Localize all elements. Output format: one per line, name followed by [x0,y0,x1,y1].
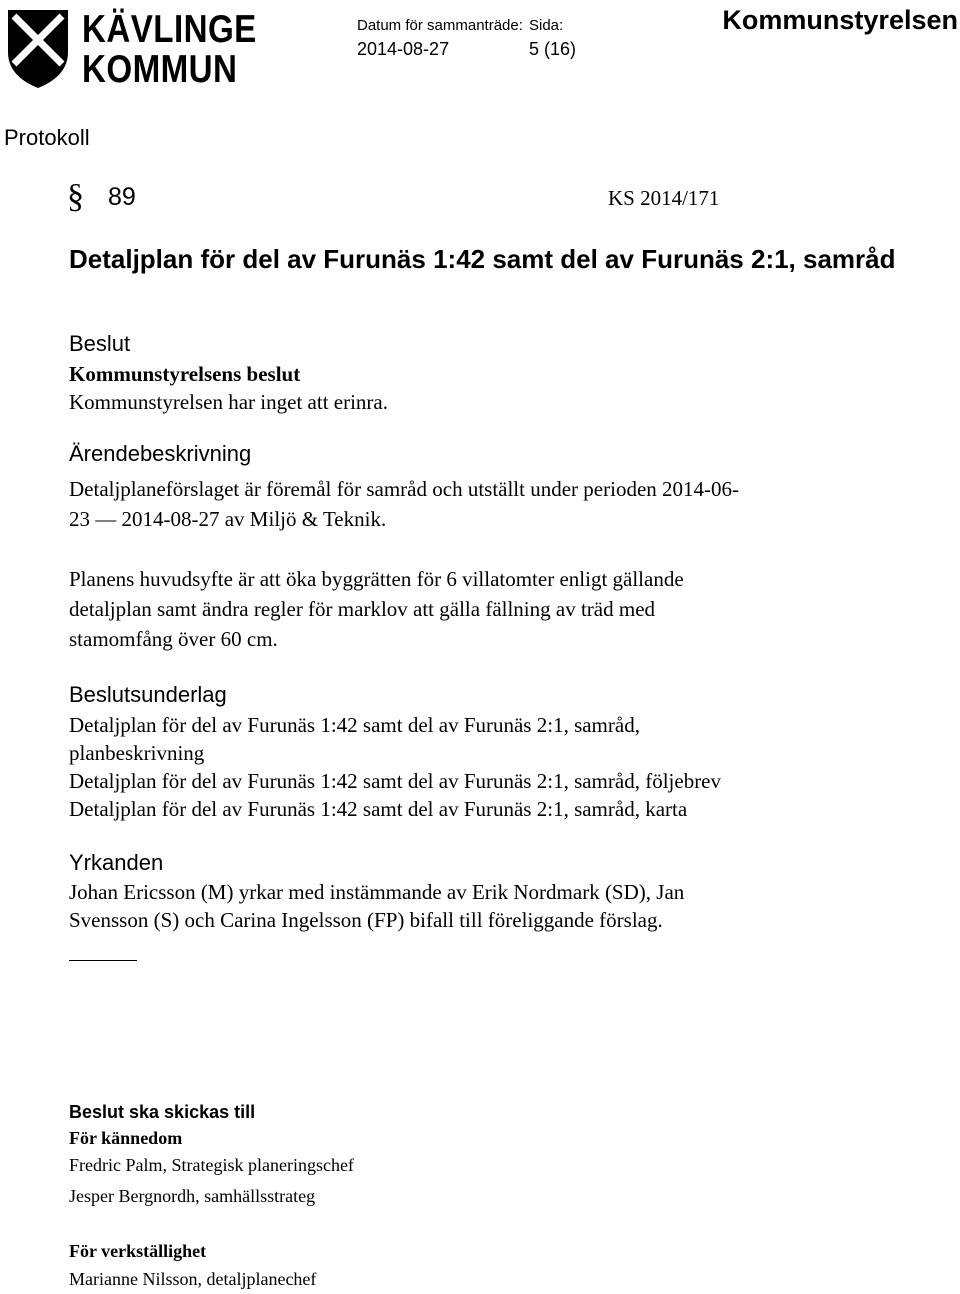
body-name: Kommunstyrelsen [722,5,958,35]
motions-text [69,878,684,934]
motions-heading: Yrkanden [69,850,164,875]
decision-text: Kommunstyrelsen har inget att erinra. [69,390,388,414]
list-item: planbeskrivning [69,741,205,765]
recipient-item: Jesper Bergnordh, samhällsstrateg [69,1186,316,1206]
text-line: 23 — 2014-08-27 av Miljö & Teknik. [69,507,387,531]
case-description-heading: Ärendebeskrivning [69,441,252,466]
for-information-heading: För kännedom [69,1128,183,1148]
recipient-item: Fredric Palm, Strategisk planeringschef [69,1155,354,1175]
text-line: Planens huvudsyfte är att öka byggrätten för 6 villatomter enligt gällande [69,567,684,591]
decision-basis-heading: Beslutsunderlag [69,682,227,707]
logo-word-kavlinge: KÄVLINGE [82,8,257,51]
decision-heading: Beslut [69,331,131,356]
page-label: Sida: [529,17,564,34]
text-line: stamomfång över 60 cm. [69,627,278,651]
section-sign: § [67,178,84,215]
text-line: Svensson (S) och Carina Ingelsson (FP) bifall till föreliggande förslag. [69,908,663,932]
case-number: KS 2014/171 [608,186,720,210]
list-item: Detaljplan för del av Furunäs 1:42 samt del av Furunäs 2:1, samråd, karta [69,797,688,821]
meeting-date-value: 2014-08-27 [357,39,450,59]
list-item: Detaljplan för del av Furunäs 1:42 samt del av Furunäs 2:1, samråd, följebrev [69,769,722,793]
logo-word-kommun: KOMMUN [82,48,238,91]
coat-of-arms-icon [4,6,72,90]
decision-basis-list [69,711,721,823]
distribution-heading: Beslut ska skickas till [69,1102,256,1122]
text-line: Johan Ericsson (M) yrkar med instämmande av Erik Nordmark (SD), Jan [69,880,685,904]
section-number: 89 [108,183,136,211]
case-description-paragraph-1 [69,474,739,534]
recipient-item: Marianne Nilsson, detaljplanechef [69,1269,317,1289]
text-line: detaljplan samt ändra regler för marklov att gälla fällning av träd med [69,597,656,621]
section-end-divider [69,960,137,961]
list-item: Detaljplan för del av Furunäs 1:42 samt del av Furunäs 2:1, samråd, [69,713,640,737]
case-description-paragraph-2 [69,564,684,654]
text-line: Detaljplaneförslaget är föremål för samråd och utställt under perioden 2014-06- [69,477,740,501]
document-type: Protokoll [4,125,90,150]
meeting-date-label: Datum för sammanträde: [357,17,523,34]
page-value: 5 (16) [529,39,577,59]
municipality-logo [4,6,257,91]
page-title: Detaljplan för del av Furunäs 1:42 samt del av Furunäs 2:1, samråd [69,244,896,274]
board-decision-subheading: Kommunstyrelsens beslut [69,362,301,386]
for-execution-heading: För verkställighet [69,1241,207,1261]
